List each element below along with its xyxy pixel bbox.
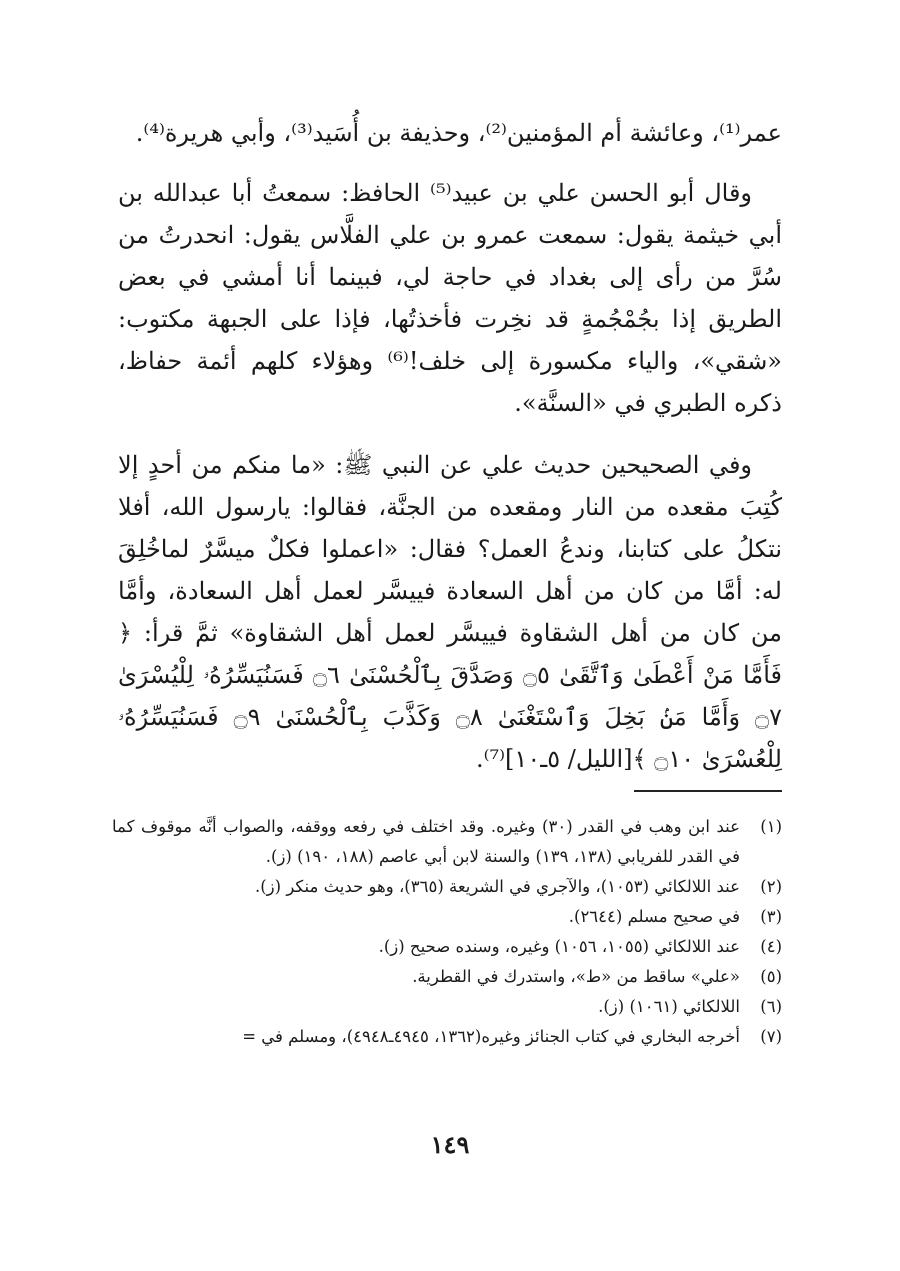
footnote-text: أخرجه البخاري في كتاب الجنائز وغيره(١٣٦٢، ٤٩٤٥ـ٤٩٤٨)، ومسلم في = [242, 1027, 740, 1046]
footnote [112, 872, 782, 902]
footnote-number: (٢) [760, 877, 782, 896]
footnote-number: (٥) [760, 967, 782, 986]
footnote [112, 902, 782, 932]
footnote-number: (٤) [760, 937, 782, 956]
footnote-number: (١) [760, 817, 782, 836]
footnote-text: عند اللالكائي (١٠٥٥، ١٠٥٦) وغيره، وسنده صحيح (ز). [378, 937, 740, 956]
paragraph-3-hadith: وفي الصحيحين حديث علي عن النبي ﷺ: «ما منكم من أحدٍ إلا كُتِبَ مقعده من النار ومقعده من الجنَّة، فقالوا: يارسول الله، أفلا نتكلُ على كتابنا، وندعُ العمل؟ فقال: «اعملوا فكلٌ ميسَّرٌ لماخُلِقَ له: أمَّا من كان من أهل السعادة فييسَّر لعمل أهل السعادة، وأمَّا من كان من أهل الشقاوة فييسَّر لعمل أهل الشقاوة» ثمَّ قرأ: [118, 451, 782, 647]
footnote-text: عند ابن وهب في القدر (٣٠) وغيره. وقد اختلف في رفعه ووقفه، والصواب أنَّه موقوف كما في القدر للفريابي (١٣٨، ١٣٩) والسنة لابن أبي عاصم (١٨٨، ١٩٠) (ز). [112, 817, 741, 866]
main-text [118, 112, 782, 780]
quran-verse: ﴿ فَأَمَّا مَنْ أَعْطَىٰ وَٱتَّقَىٰ ۝٥ وَصَدَّقَ بِٱلْحُسْنَىٰ ۝٦ فَسَنُيَسِّرُهُۥ لِلْيُسْرَىٰ ۝٧ وَأَمَّا مَنۢ بَخِلَ وَٱسْتَغْنَىٰ ۝٨ وَكَذَّبَ بِٱلْحُسْنَىٰ ۝٩ فَسَنُيَسِّرُهُۥ لِلْعُسْرَىٰ ۝١٠ ﴾ [118, 619, 783, 773]
footnote-text: «علي» ساقط من «ط»، واستدرك في القطرية. [412, 967, 740, 986]
page-number: ١٤٩ [430, 1130, 470, 1159]
footnote-number: (٦) [760, 997, 782, 1016]
paragraph-2: وقال أبو الحسن علي بن عبيد⁽⁵⁾ الحافظ: سمعتُ أبا عبدالله بن أبي خيثمة يقول: سمعت عمرو بن علي الفلَّاس يقول: انحدرتُ من سُرَّ من رأى إلى بغداد في حاجة لي، فبينما أنا أمشي في بعض الطريق إذا بجُمْجُمةٍ قد نخِرت فأخذتُها، فإذا على الجبهة مكتوب: «شقي»، والياء مكسورة إلى خلف!⁽⁶⁾ وهؤلاء كلهم أئمة حفاظ، ذكره الطبري في «السنَّة». [118, 179, 783, 417]
footnote-text: اللالكائي (١٠٦١) (ز). [598, 997, 740, 1016]
footnote-text: عند اللالكائي (١٠٥٣)، والآجري في الشريعة (٣٦٥)، وهو حديث منكر (ز). [255, 877, 740, 896]
footnote [112, 932, 782, 962]
footnote-number: (٣) [760, 907, 782, 926]
paragraph-1: عمر⁽¹⁾، وعائشة أم المؤمنين⁽²⁾، وحذيفة بن أُسَيد⁽³⁾، وأبي هريرة⁽⁴⁾. [135, 119, 782, 147]
footnotes [112, 812, 782, 1052]
footnote-text: في صحيح مسلم (٢٦٤٤). [568, 907, 740, 926]
footnote [112, 992, 782, 1022]
footnote [112, 1022, 782, 1052]
footnote [112, 962, 782, 992]
quran-reference: [الليل/ ٥ـ١٠]⁽⁷⁾. [476, 745, 633, 773]
paragraph-3 [118, 444, 782, 780]
footnote-number: (٧) [760, 1027, 782, 1046]
footnote-separator [634, 790, 782, 792]
footnote [112, 812, 782, 872]
